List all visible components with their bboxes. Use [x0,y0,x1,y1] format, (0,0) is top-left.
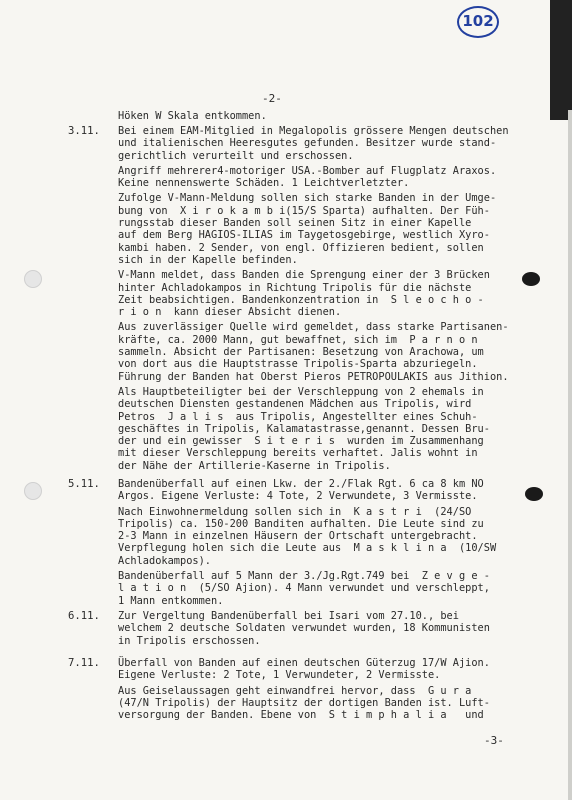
intro-line: Höken W Skala entkommen. [118,110,267,122]
punch-hole [24,482,42,500]
entry-paragraph: Zufolge V-Mann-Meldung sollen sich starke Banden in der Umge- bung von X i r o k a m b i(15/S Sparta) aufhalten. Der Füh- rungsstab dieser Banden soll seinen Sitz in einer Kapelle auf dem Berg HAGIOS-ILIAS im Taygetosgebirge, westlich Xyro- kambi haben. 2 Sender, von engl. Offizieren bedient, sollen sich in der Kapelle befinden. [118,192,497,266]
entry-paragraph: Bandenüberfall auf einen Lkw. der 2./Flak Rgt. 6 ca 8 km NO Argos. Eigene Verluste: 4 Tote, 2 Verwundete, 3 Vermisste. [118,478,484,503]
entry-paragraph: Angriff mehrerer4-motoriger USA.-Bomber auf Flugplatz Araxos. Keine nennenswerte Schäden. 1 Leichtverletzter. [118,164,497,190]
entry-paragraph: Überfall von Banden auf einen deutschen Güterzug 17/W Ajion. Eigene Verluste: 2 Tote, 1 Verwundeter, 2 Vermisste. [118,657,490,682]
entry-body [118,478,538,610]
entry-paragraph: Nach Einwohnermeldung sollen sich in K a s t r i (24/SO Tripolis) ca. 150-200 Banditen aufhalten. Die Leute sind zu 2-3 Mann in einzelnen Häusern der Ortschaft untergebracht. Verpflegung holen sich die Leute aus M a s k l i n a (10/SW Achladokampos). [118,505,497,567]
scan-dark-edge [550,0,572,120]
entry-paragraph: Aus Geiselaussagen geht einwandfrei hervor, dass G u r a (47/N Tripolis) der Hauptsitz der dortigen Banden ist. Luft- versorgung der Banden. Ebene von S t i m p h a l i a und [118,684,490,722]
entry-paragraph: Aus zuverlässiger Quelle wird gemeldet, dass starke Partisanen- kräfte, ca. 2000 Mann, gut bewaffnet, sich im P a r n o n sammeln. Absicht der Partisanen: Besetzung von Arachowa, um von dort aus die Hauptstrasse Tripolis-Sparta abzuriegeln. Führung der Banden hat Oberst Pieros PETROPOULAKIS aus Jithion. [118,321,509,383]
entry-paragraph: Bandenüberfall auf 5 Mann der 3./Jg.Rgt.749 bei Z e v g e - l a t i o n (5/SO Ajion). 4 Mann verwundet und verschleppt, 1 Mann entkommen. [118,570,490,607]
page-stamp: 102 [457,6,499,38]
page-footer: -3- [484,734,504,747]
entry-paragraph: Bei einem EAM-Mitglied in Megalopolis grössere Mengen deutschen und italienischen Heeresgutes gefunden. Besitzer wurde stand- gerichtlich verurteilt und erschossen. [118,125,509,162]
page-header: -2- [262,92,282,105]
entry-paragraph: Zur Vergeltung Bandenüberfall bei Isari vom 27.10., bei welchem 2 deutsche Soldaten verwundet wurden, 18 Kommunisten in Tripolis erschossen. [118,610,490,647]
entry-paragraph: V-Mann meldet, dass Banden die Sprengung einer der 3 Brücken hinter Achladokampos in Richtung Tripolis für die nächste Zeit beabsichtigen. Bandenkonzentration in S l e o c h o - r i o n kann dieser Absicht dienen. [118,269,490,319]
entry-date: 5.11. [68,478,100,490]
scan-right-edge [568,110,572,800]
entry-paragraph: Als Hauptbeteiligter bei der Verschleppung von 2 ehemals in deutschen Diensten gestandenen Mädchen aus Tripolis, wird Petros J a l i s aus Tripolis, Angestellter eines Schuh- geschäftes in Tripolis, Kalamatastrasse,genannt. Dessen Bru- der und ein gewisser S i t e r i s wurden im Zusammenhang mit dieser Verschleppung bereits verhaftet. Jalis wohnt in der Nähe der Artillerie-Kaserne in Tripolis. [118,385,490,472]
entry-body [118,610,538,650]
entry-date: 6.11. [68,610,100,622]
entry-body [118,657,538,724]
punch-hole [24,270,42,288]
entry-body [118,125,538,475]
entry-date: 7.11. [68,657,100,669]
entry-date: 3.11. [68,125,100,137]
